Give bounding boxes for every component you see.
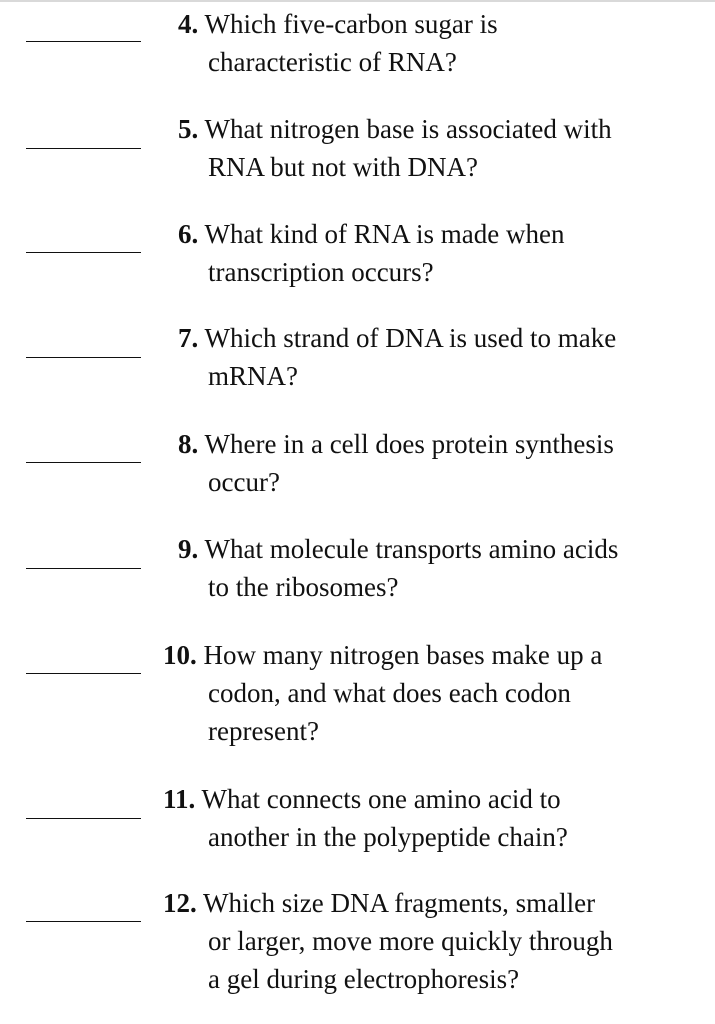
question-line-1	[178, 111, 612, 148]
question-text-line: What kind of RNA is made when	[204, 219, 565, 249]
question-line-1	[178, 320, 616, 357]
answer-blank[interactable]	[26, 41, 141, 42]
question-number: 4.	[178, 9, 199, 39]
answer-blank[interactable]	[26, 148, 141, 149]
question-line-2: RNA but not with DNA?	[208, 152, 478, 182]
answer-blank[interactable]	[26, 818, 141, 819]
answer-blank[interactable]	[26, 921, 141, 922]
answer-blank[interactable]	[26, 462, 141, 463]
question-line-3: represent?	[208, 716, 319, 746]
question-text-line: Which size DNA fragments, smaller	[203, 888, 596, 918]
question-number: 10.	[163, 640, 197, 670]
question-line-2: mRNA?	[208, 361, 298, 391]
question-text-line: How many nitrogen bases make up a	[203, 640, 603, 670]
question-number: 7.	[178, 323, 199, 353]
answer-blank[interactable]	[26, 568, 141, 569]
question-line-1	[178, 426, 614, 463]
question-line-2: characteristic of RNA?	[208, 47, 457, 77]
question-line-1	[178, 216, 564, 253]
question-line-3: a gel during electrophoresis?	[208, 964, 520, 994]
question-text-line: Which strand of DNA is used to make	[204, 323, 617, 353]
question-text-line: What nitrogen base is associated with	[204, 114, 612, 144]
question-number: 8.	[178, 429, 199, 459]
question-text-line: What molecule transports amino acids	[204, 534, 619, 564]
question-line-2: occur?	[208, 467, 280, 497]
answer-blank[interactable]	[26, 673, 141, 674]
question-number: 11.	[163, 784, 196, 814]
question-line-1	[163, 781, 561, 818]
question-line-2: another in the polypeptide chain?	[208, 822, 568, 852]
question-line-2: to the ribosomes?	[208, 572, 399, 602]
question-line-1	[163, 637, 602, 674]
page-top-border	[0, 0, 715, 2]
question-line-2: transcription occurs?	[208, 257, 434, 287]
answer-blank[interactable]	[26, 252, 141, 253]
question-line-2: or larger, move more quickly through	[208, 926, 613, 956]
question-line-1	[178, 531, 618, 568]
answer-blank[interactable]	[26, 357, 141, 358]
question-text-line: What connects one amino acid to	[201, 784, 561, 814]
question-line-1	[163, 885, 595, 922]
question-number: 12.	[163, 888, 197, 918]
question-number: 5.	[178, 114, 199, 144]
question-text-line: Where in a cell does protein synthesis	[204, 429, 614, 459]
question-text-line: Which five-carbon sugar is	[204, 9, 498, 39]
question-number: 6.	[178, 219, 199, 249]
question-line-1	[178, 6, 498, 43]
question-line-2: codon, and what does each codon	[208, 678, 571, 708]
question-number: 9.	[178, 534, 199, 564]
